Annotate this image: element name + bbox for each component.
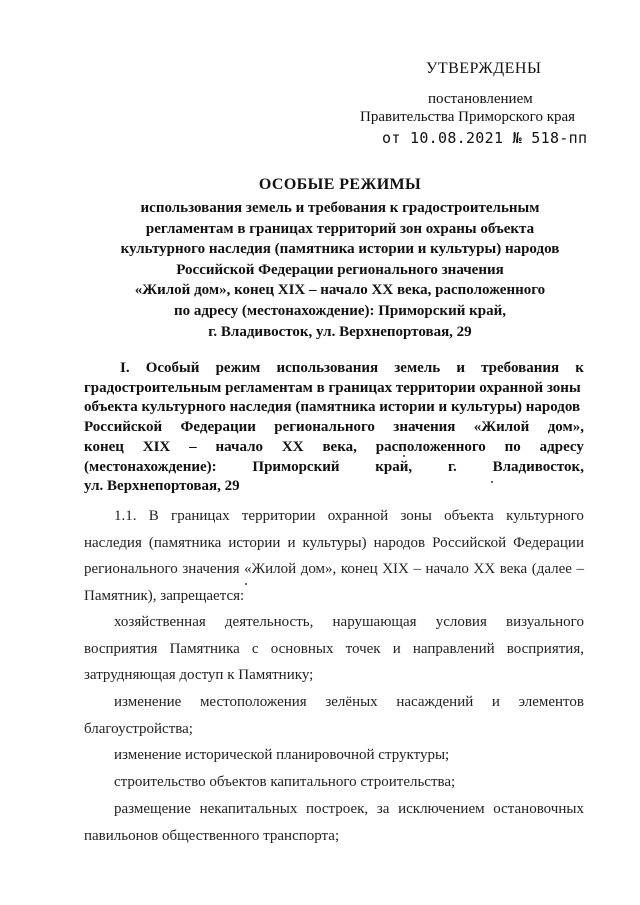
word: и <box>287 534 296 551</box>
word: Памятника <box>169 640 240 657</box>
word: века, <box>322 438 357 455</box>
word: (памятника <box>148 534 222 551</box>
word: использования <box>276 360 379 376</box>
word: охранной <box>327 508 389 524</box>
word: основных <box>270 640 334 657</box>
word: с <box>251 640 259 657</box>
section-heading-line <box>84 418 584 438</box>
word: и <box>491 694 500 710</box>
word: зелёных <box>325 694 378 710</box>
word: народов <box>373 534 426 551</box>
title-line: использования земель и требования к градостроительным <box>140 200 540 216</box>
word: затрудняющая доступ к Памятнику; <box>84 667 314 683</box>
word: конец <box>340 561 378 577</box>
word: исключением <box>398 801 485 817</box>
paragraph-line <box>84 823 584 850</box>
scan-speck <box>403 455 405 457</box>
word: зоны <box>400 508 432 524</box>
title-line: по адресу (местонахождение): Приморский край, <box>174 302 506 319</box>
word: требования <box>481 360 560 376</box>
paragraph-economic-activity <box>84 609 584 689</box>
word: Владивосток, <box>492 458 584 475</box>
document-title-subtitle <box>80 198 600 342</box>
paragraph-line <box>84 689 584 716</box>
approval-line-government: Правительства Приморского края <box>360 109 576 125</box>
paragraph-line <box>84 583 584 610</box>
word: I. <box>120 360 130 376</box>
word: земель <box>394 360 441 376</box>
section-heading-line <box>84 458 584 478</box>
section-heading-line <box>84 438 584 458</box>
word: значения <box>182 561 240 577</box>
title-line: Российской Федерации регионального значения <box>176 261 504 278</box>
word: – <box>576 561 584 577</box>
word: границах <box>171 508 230 524</box>
word: деятельность, <box>224 614 314 630</box>
word: (далее <box>531 561 572 577</box>
word: построек, <box>306 801 369 817</box>
word: адресу <box>539 438 584 455</box>
word: объекта культурного наследия (памятника истории и культуры) народов <box>84 399 581 416</box>
word: нарушающая <box>332 614 417 630</box>
word: – <box>413 561 421 577</box>
word: благоустройства; <box>84 720 193 737</box>
word: условия <box>435 614 487 630</box>
title-line: г. Владивосток, ул. Верхнепортовая, 29 <box>208 323 472 340</box>
scan-speck <box>245 583 247 585</box>
word: к <box>575 360 584 376</box>
word: расположенного <box>375 438 486 455</box>
word: некапитальных <box>199 801 298 817</box>
word: начало <box>215 438 264 455</box>
word: истории <box>228 534 281 551</box>
section-heading <box>84 359 584 497</box>
word: остановочных <box>493 801 584 817</box>
paragraph-capital-construction <box>84 769 584 796</box>
word: за <box>376 801 390 817</box>
section-heading-line <box>84 379 584 399</box>
paragraph-line <box>84 662 584 689</box>
paragraph-line <box>84 609 584 636</box>
word: Приморский <box>252 458 340 475</box>
word: направлений <box>412 640 495 657</box>
word: павильонов общественного транспорта; <box>84 827 340 844</box>
word: Российской <box>432 534 507 551</box>
word: XX <box>473 561 496 577</box>
section-heading-line <box>84 398 584 418</box>
word: изменение <box>114 694 182 710</box>
approval-line-resolution: постановлением <box>428 91 533 107</box>
paragraph-green-spaces <box>84 689 584 742</box>
word: века <box>499 561 528 577</box>
word: значения <box>393 419 456 436</box>
title-line: «Жилой дом», конец XIX – начало XX века, расположенного <box>134 282 546 299</box>
word: регионального <box>84 561 178 577</box>
word: восприятия <box>84 640 158 657</box>
paragraph-line: строительство объектов капитального строительства; <box>114 774 456 790</box>
word: Российской <box>84 419 163 436</box>
title-line: регламентам в границах территорий зон охраны объекта <box>145 220 535 237</box>
section-heading-line <box>84 359 584 379</box>
word: г. <box>447 458 457 475</box>
word: конец <box>84 438 124 455</box>
word: насаждений <box>396 694 474 710</box>
word: – <box>189 438 197 455</box>
word: В <box>148 508 159 524</box>
document-title-main: ОСОБЫЕ РЕЖИМЫ <box>258 176 422 193</box>
word: восприятия, <box>506 640 584 657</box>
word: дом», <box>300 561 337 577</box>
word: режим <box>215 360 261 376</box>
word: XIX <box>382 561 409 577</box>
word: 1.1. <box>114 508 137 524</box>
paragraph-line <box>84 503 584 530</box>
word: культурного <box>506 508 584 524</box>
word: по <box>504 438 521 455</box>
word: «Жилой <box>473 419 530 436</box>
word: XIX <box>142 438 171 455</box>
word: край, <box>375 458 413 475</box>
word: и <box>392 640 401 657</box>
approval-title: УТВЕРЖДЕНЫ <box>426 60 542 77</box>
word: «Жилой <box>244 561 297 577</box>
word: дом», <box>547 419 584 436</box>
word: Особый <box>145 360 200 376</box>
paragraph-line <box>84 796 584 823</box>
word: градостроительным регламентам в границах территории охранной зоны <box>84 379 581 396</box>
word: Федерации <box>180 419 256 436</box>
paragraph-line <box>84 530 584 557</box>
word: и <box>456 360 465 376</box>
word: объекта <box>444 508 494 524</box>
word: Федерации <box>513 534 584 551</box>
paragraph-line <box>84 636 584 663</box>
word: элементов <box>518 694 584 710</box>
word: ул. Верхнепортовая, 29 <box>84 478 240 495</box>
title-line: культурного наследия (памятника истории и культуры) народов <box>120 241 560 258</box>
word: (местонахождение): <box>84 458 217 475</box>
word: местоположения <box>199 694 307 710</box>
word: территории <box>241 508 316 524</box>
paragraph-line <box>84 716 584 743</box>
word: размещение <box>114 801 191 817</box>
word: наследия <box>84 534 142 551</box>
word: регионального <box>274 419 375 436</box>
word: культуры) <box>302 534 367 551</box>
scan-speck <box>491 481 493 483</box>
paragraph-line: изменение исторической планировочной структуры; <box>114 747 450 763</box>
paragraph-non-capital-buildings <box>84 796 584 849</box>
word: точек <box>345 640 381 657</box>
section-heading-line <box>84 477 584 497</box>
paragraph-1-1 <box>84 503 584 609</box>
word: Памятник), запрещается: <box>84 587 245 604</box>
paragraph-planning-structure <box>84 742 584 769</box>
word: хозяйственная <box>114 614 206 630</box>
document-title <box>80 176 600 342</box>
word: XX <box>281 438 304 455</box>
word: начало <box>425 561 469 577</box>
approval-line-date-number: от 10.08.2021 № 518-пп <box>382 129 588 147</box>
paragraph-line <box>84 556 584 583</box>
word: визуального <box>506 614 584 630</box>
